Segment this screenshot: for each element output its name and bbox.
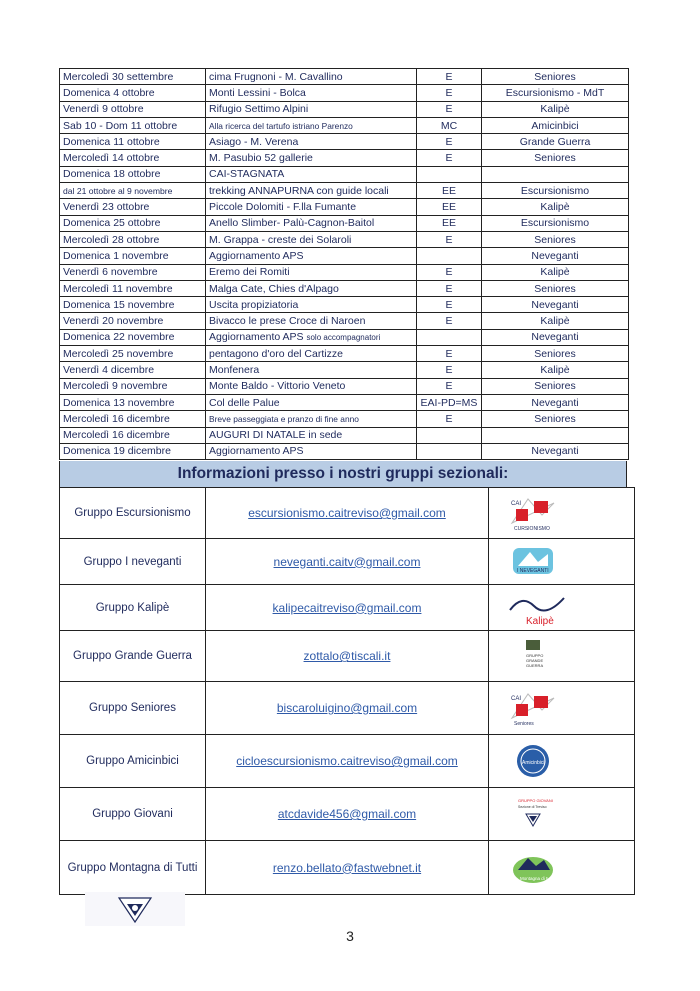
group-email-cell [206, 539, 489, 585]
row-date [60, 166, 206, 182]
row-group [482, 134, 629, 150]
row-grade [417, 443, 482, 459]
schedule-row [60, 443, 629, 459]
row-date-text: Domenica 13 novembre [63, 396, 175, 409]
schedule-row [60, 264, 629, 280]
group-email-cell [206, 841, 489, 895]
row-date [60, 215, 206, 231]
row-date [60, 199, 206, 215]
row-date [60, 329, 206, 345]
row-group-text: Seniores [534, 70, 576, 83]
row-trip-text: M. Pasubio 52 gallerie [209, 152, 313, 165]
row-group-text: Kalipè [540, 363, 570, 376]
row-group-text: Seniores [534, 233, 576, 246]
row-grade [417, 134, 482, 150]
row-group-text: Escursionismo - MdT [505, 86, 605, 99]
row-date [60, 313, 206, 329]
schedule-row [60, 280, 629, 296]
row-group-text: Seniores [534, 412, 576, 425]
row-date-text: Mercoledì 11 novembre [63, 282, 173, 295]
row-group-text: Escursionismo [520, 184, 590, 197]
info-header: Informazioni presso i nostri gruppi sezionali: [59, 461, 627, 488]
row-grade [417, 85, 482, 101]
row-date-text: dal 21 ottobre al 9 novembre [63, 185, 173, 196]
row-grade [417, 329, 482, 345]
cai-seniores-logo-icon [508, 688, 558, 728]
row-group [482, 69, 629, 85]
row-group-text: Kalipè [540, 266, 570, 279]
svg-text:Montagna di tutti: Montagna di tutti [520, 875, 554, 881]
schedule-row [60, 231, 629, 247]
row-grade [417, 183, 482, 199]
row-grade [417, 264, 482, 280]
row-trip-text: Piccole Dolomiti - F.lla Fumante [209, 201, 357, 214]
row-date [60, 183, 206, 199]
row-trip-text: Uscita propiziatoria [209, 298, 299, 311]
row-grade [417, 346, 482, 362]
group-name: Gruppo I neveganti [60, 539, 206, 585]
row-trip [206, 297, 417, 313]
row-date [60, 346, 206, 362]
row-date-text: Mercoledì 16 dicembre [63, 412, 170, 425]
group-logo-cell [489, 841, 635, 895]
row-grade-text: EE [441, 184, 456, 197]
group-logo-cell [489, 631, 635, 682]
row-date [60, 101, 206, 117]
svg-text:Kalipè: Kalipè [526, 615, 554, 627]
row-trip [206, 199, 417, 215]
row-group [482, 199, 629, 215]
row-group [482, 378, 629, 394]
page-number: 3 [346, 928, 354, 944]
row-date-text: Domenica 4 ottobre [63, 86, 155, 99]
group-email-link[interactable]: escursionismo.caitreviso@gmail.com [248, 506, 446, 520]
giovani-logo-icon [508, 794, 558, 834]
row-date [60, 150, 206, 166]
group-row [60, 735, 635, 788]
row-grade-text: EE [441, 201, 456, 214]
row-group-text: Grande Guerra [519, 135, 591, 148]
row-trip-text: Malga Cate, Chies d'Alpago [209, 282, 339, 295]
schedule-row [60, 215, 629, 231]
row-group [482, 346, 629, 362]
row-grade [417, 280, 482, 296]
group-logo-cell [489, 585, 635, 631]
svg-text:Seniores: Seniores [514, 721, 534, 727]
row-trip [206, 117, 417, 133]
row-trip-text: CAI-STAGNATA [209, 168, 285, 181]
row-trip-text: Aggiornamento APS [209, 330, 304, 343]
group-email-cell [206, 682, 489, 735]
row-date [60, 117, 206, 133]
group-row [60, 841, 635, 895]
svg-text:I NEVEGANTI: I NEVEGANTI [517, 567, 549, 574]
row-date-text: Sab 10 - Dom 11 ottobre [63, 119, 178, 132]
row-trip-text: Asiago - M. Verena [209, 135, 299, 148]
row-trip [206, 264, 417, 280]
row-trip [206, 166, 417, 182]
row-grade [417, 69, 482, 85]
schedule-row [60, 248, 629, 264]
row-grade [417, 427, 482, 443]
row-group-text: Kalipè [540, 201, 570, 214]
schedule-row [60, 346, 629, 362]
row-trip [206, 280, 417, 296]
row-group-text: Seniores [534, 282, 576, 295]
row-grade [417, 101, 482, 117]
row-grade [417, 411, 482, 427]
row-group-text: Seniores [534, 380, 576, 393]
schedule-row [60, 150, 629, 166]
group-logo-cell [489, 488, 635, 539]
row-date-text: Mercoledì 28 ottobre [63, 233, 160, 246]
row-date [60, 297, 206, 313]
row-grade-text: E [445, 70, 453, 83]
row-group-text: Seniores [534, 152, 576, 165]
row-trip [206, 69, 417, 85]
row-date [60, 378, 206, 394]
row-trip-text: Monte Baldo - Vittorio Veneto [209, 380, 346, 393]
group-name: Gruppo Grande Guerra [60, 631, 206, 682]
row-trip-text: Monfenera [209, 363, 260, 376]
row-trip-text: Eremo dei Romiti [209, 266, 290, 279]
row-group [482, 166, 629, 182]
schedule-row [60, 411, 629, 427]
row-trip [206, 183, 417, 199]
row-date-text: Mercoledì 16 dicembre [63, 429, 170, 442]
row-grade [417, 150, 482, 166]
svg-text:GRUPPO: GRUPPO [526, 653, 544, 658]
row-group-text: Kalipè [540, 103, 570, 116]
group-name: Gruppo Giovani [60, 788, 206, 841]
row-group-text: Amicinbici [531, 119, 579, 132]
row-grade [417, 166, 482, 182]
row-grade [417, 248, 482, 264]
svg-text:GUERRA: GUERRA [526, 663, 544, 668]
group-logo-cell [489, 788, 635, 841]
row-trip-text: cima Frugnoni - M. Cavallino [209, 70, 343, 83]
schedule-row [60, 329, 629, 345]
row-group-text: Seniores [534, 347, 576, 360]
group-email-link[interactable]: atcdavide456@gmail.com [277, 807, 417, 821]
group-email-cell [206, 735, 489, 788]
row-trip-text: Anello Slimber- Palù-Cagnon-Baitol [209, 217, 375, 230]
schedule-row [60, 362, 629, 378]
row-trip [206, 85, 417, 101]
row-grade-text: EAI-PD=MS [420, 396, 478, 409]
row-grade [417, 362, 482, 378]
row-group-text: Kalipè [540, 315, 570, 328]
row-group-text: Neveganti [531, 331, 579, 344]
row-group [482, 313, 629, 329]
group-email-link[interactable]: biscaroluigino@gmail.com [276, 701, 418, 715]
row-group-text: Neveganti [531, 396, 579, 409]
group-email-cell [206, 585, 489, 631]
row-date-text: Venerdì 9 ottobre [63, 103, 144, 116]
kalipe-logo-icon [508, 588, 558, 628]
row-group [482, 101, 629, 117]
row-grade-text: E [445, 152, 453, 165]
group-row [60, 585, 635, 631]
row-grade-text: E [445, 315, 453, 328]
row-group-text: Neveganti [531, 298, 579, 311]
row-date-text: Mercoledì 25 novembre [63, 347, 174, 360]
svg-text:CURSIONISMO: CURSIONISMO [514, 526, 550, 532]
group-name: Gruppo Amicinbici [60, 735, 206, 788]
row-group [482, 443, 629, 459]
row-date-text: Venerdì 23 ottobre [63, 201, 150, 214]
neveganti-logo-icon [508, 542, 558, 582]
row-group [482, 329, 629, 345]
row-grade-text: E [445, 135, 453, 148]
schedule-row [60, 69, 629, 85]
row-grade [417, 117, 482, 133]
row-trip [206, 362, 417, 378]
row-grade [417, 199, 482, 215]
row-date-text: Venerdì 6 novembre [63, 266, 158, 279]
group-row [60, 631, 635, 682]
row-trip [206, 134, 417, 150]
row-group [482, 248, 629, 264]
group-email-link[interactable]: zottalo@tiscali.it [303, 649, 391, 663]
group-email-cell [206, 788, 489, 841]
row-trip [206, 411, 417, 427]
row-group [482, 280, 629, 296]
row-date-text: Domenica 22 novembre [63, 331, 175, 344]
group-email-link[interactable]: cicloescursionismo.caitreviso@gmail.com [236, 754, 458, 768]
schedule-row [60, 101, 629, 117]
group-name: Gruppo Escursionismo [60, 488, 206, 539]
group-row [60, 682, 635, 735]
group-name: Gruppo Seniores [60, 682, 206, 735]
row-grade-text: MC [440, 119, 458, 132]
group-email-link[interactable]: renzo.bellato@fastwebnet.it [272, 860, 422, 875]
row-date-text: Domenica 11 ottobre [63, 135, 160, 148]
row-trip-text: Bivacco le prese Croce di Naroen [209, 315, 366, 328]
row-date [60, 362, 206, 378]
row-group [482, 297, 629, 313]
row-date-text: Venerdì 20 novembre [63, 315, 164, 328]
row-group [482, 362, 629, 378]
row-grade-text: E [445, 86, 453, 99]
row-note: solo accompagnatori [306, 332, 381, 342]
svg-text:GRANDE: GRANDE [526, 658, 544, 663]
group-email-cell [206, 488, 489, 539]
row-trip [206, 378, 417, 394]
row-group-text: Neveganti [531, 249, 579, 262]
row-trip [206, 394, 417, 410]
groups-table [59, 487, 635, 895]
row-group [482, 183, 629, 199]
row-date [60, 394, 206, 410]
row-trip [206, 231, 417, 247]
group-email-link[interactable]: neveganti.caitv@gmail.com [273, 554, 421, 569]
row-group-text: Neveganti [531, 445, 579, 458]
row-date [60, 427, 206, 443]
group-row [60, 788, 635, 841]
row-grade [417, 297, 482, 313]
group-row [60, 488, 635, 539]
row-grade-text: E [445, 298, 453, 311]
row-grade-text: E [445, 363, 453, 376]
schedule-row [60, 183, 629, 199]
row-grade [417, 378, 482, 394]
row-date-text: Domenica 25 ottobre [63, 217, 161, 230]
row-date-text: Domenica 18 ottobre [63, 168, 161, 181]
row-trip [206, 346, 417, 362]
row-trip-text: Aggiornamento APS [209, 445, 304, 458]
row-grade [417, 394, 482, 410]
row-trip-text: trekking ANNAPURNA con guide locali [209, 184, 389, 197]
group-email-cell [206, 631, 489, 682]
row-date-text: Domenica 19 dicembre [63, 445, 171, 458]
row-date-text: Domenica 1 novembre [63, 249, 169, 262]
row-date-text: Mercoledì 14 ottobre [63, 152, 160, 165]
montagna-di-tutti-logo-icon [508, 848, 558, 888]
row-trip [206, 215, 417, 231]
schedule-row [60, 85, 629, 101]
row-date [60, 134, 206, 150]
group-row [60, 539, 635, 585]
cai-escursionismo-logo-icon [508, 493, 558, 533]
row-grade-text: E [445, 233, 453, 246]
row-grade-text: EE [441, 217, 456, 230]
svg-text:Sezione di Treviso: Sezione di Treviso [518, 805, 547, 809]
group-logo-cell [489, 539, 635, 585]
row-trip-text: M. Grappa - creste dei Solaroli [209, 233, 352, 246]
row-date-text: Mercoledì 9 novembre [63, 380, 168, 393]
row-date [60, 69, 206, 85]
row-grade-text: E [445, 380, 453, 393]
row-trip [206, 101, 417, 117]
row-grade [417, 215, 482, 231]
row-date [60, 85, 206, 101]
row-group [482, 231, 629, 247]
row-trip-text: Monti Lessini - Bolca [209, 86, 306, 99]
schedule-table [59, 68, 629, 460]
row-trip-text: Breve passeggiata e pranzo di fine anno [209, 413, 359, 424]
row-date-text: Venerdì 4 dicembre [63, 363, 155, 376]
cai-emblem-icon [85, 892, 185, 926]
row-grade-text: E [445, 282, 453, 295]
row-trip-text: Col delle Palue [209, 396, 280, 409]
row-grade-text: E [445, 103, 453, 116]
row-group [482, 150, 629, 166]
row-trip [206, 427, 417, 443]
row-date [60, 411, 206, 427]
row-group [482, 411, 629, 427]
svg-text:Amicinbici: Amicinbici [522, 760, 545, 766]
svg-text:CAI: CAI [511, 501, 522, 507]
row-trip [206, 150, 417, 166]
row-grade-text: E [445, 412, 453, 425]
row-trip [206, 248, 417, 264]
row-date [60, 248, 206, 264]
row-trip-text: Alla ricerca del tartufo istriano Parenzo [209, 120, 353, 131]
schedule-row [60, 427, 629, 443]
row-grade [417, 231, 482, 247]
schedule-row [60, 394, 629, 410]
row-date [60, 443, 206, 459]
schedule-row [60, 313, 629, 329]
row-date [60, 231, 206, 247]
row-trip-text: pentagono d'oro del Cartizze [209, 347, 343, 360]
schedule-row [60, 199, 629, 215]
row-group [482, 427, 629, 443]
row-group [482, 394, 629, 410]
grande-guerra-logo-icon [508, 636, 558, 676]
group-logo-cell [489, 735, 635, 788]
group-email-link[interactable]: kalipecaitreviso@gmail.com [272, 600, 422, 615]
row-grade [417, 313, 482, 329]
schedule-row [60, 166, 629, 182]
row-group [482, 85, 629, 101]
group-name: Gruppo Montagna di Tutti [60, 841, 206, 895]
group-logo-cell [489, 682, 635, 735]
row-date-text: Domenica 15 novembre [63, 298, 175, 311]
schedule-row [60, 117, 629, 133]
row-grade-text: E [445, 266, 453, 279]
row-trip [206, 443, 417, 459]
row-group-text: Escursionismo [520, 217, 590, 230]
schedule-row [60, 378, 629, 394]
row-trip [206, 313, 417, 329]
row-date [60, 280, 206, 296]
row-trip-text: AUGURI DI NATALE in sede [209, 429, 343, 442]
row-group [482, 117, 629, 133]
svg-text:CAI: CAI [511, 696, 522, 702]
row-group [482, 264, 629, 280]
schedule-row [60, 297, 629, 313]
row-trip-text: Aggiornamento APS [209, 249, 304, 262]
amicinbici-logo-icon [508, 741, 558, 781]
row-date [60, 264, 206, 280]
row-grade-text: E [445, 347, 453, 360]
group-name: Gruppo Kalipè [60, 585, 206, 631]
svg-text:GRUPPO GIOVANI: GRUPPO GIOVANI [518, 798, 553, 803]
row-trip-text: Rifugio Settimo Alpini [209, 103, 309, 116]
schedule-row [60, 134, 629, 150]
row-group [482, 215, 629, 231]
row-date-text: Mercoledì 30 settembre [63, 70, 174, 83]
row-trip [206, 329, 417, 345]
